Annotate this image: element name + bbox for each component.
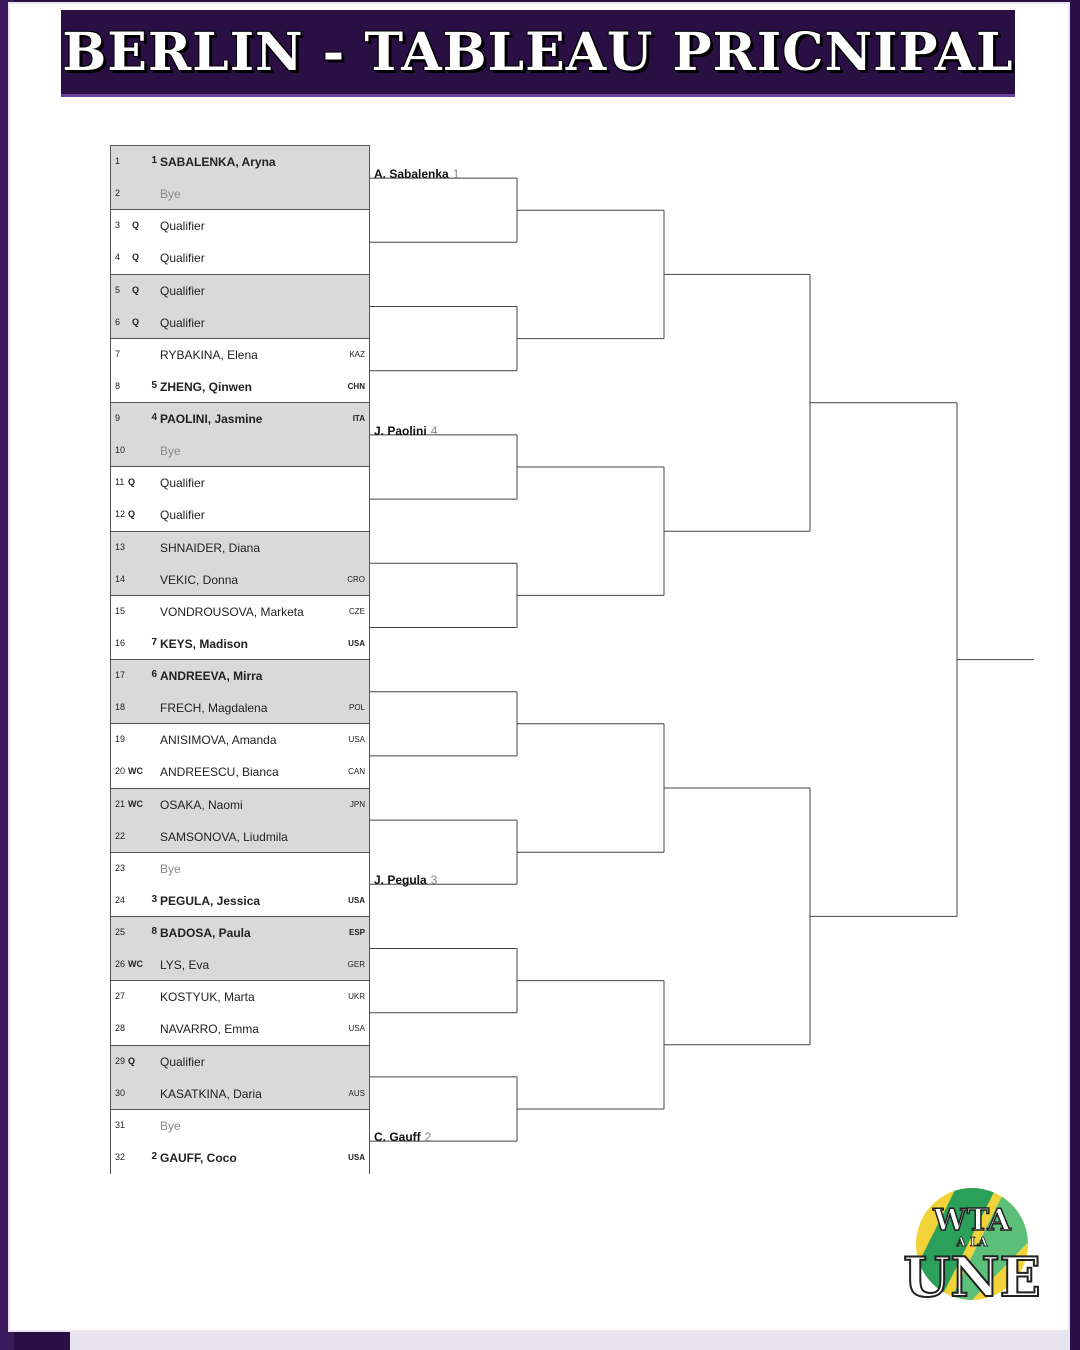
advancer-seed: 1	[452, 167, 460, 182]
entry-tag: Q	[128, 509, 136, 520]
draw-row	[111, 692, 369, 724]
country-code: CZE	[349, 606, 365, 616]
draw-position: 4	[115, 252, 121, 263]
country-code: USA	[348, 638, 365, 648]
draw-row	[111, 564, 369, 596]
draw-position: 22	[115, 830, 126, 841]
player-name: OSAKA, Naomi	[160, 797, 243, 812]
player-name: Qualifier	[160, 476, 205, 491]
player-name: ANISIMOVA, Amanda	[160, 733, 277, 748]
player-name: NAVARRO, Emma	[160, 1022, 259, 1037]
draw-pair	[111, 596, 369, 660]
advancer-label	[374, 1130, 431, 1144]
draw-position: 9	[115, 413, 121, 423]
draw-row	[111, 499, 369, 531]
seed-number: 8	[151, 926, 157, 937]
wta-a-la-une-logo	[898, 1184, 1046, 1304]
draw-position: 3	[115, 220, 121, 231]
player-name: Qualifier	[160, 283, 205, 298]
draw-pair	[111, 210, 369, 274]
draw-position: 18	[115, 702, 126, 712]
seed-number: 5	[151, 379, 157, 391]
entry-tag: WC	[128, 766, 143, 777]
player-name: Qualifier	[160, 508, 205, 523]
draw-row	[111, 660, 369, 692]
seed-number: 2	[151, 1150, 157, 1162]
draw-row	[111, 789, 369, 821]
logo-line3: UNE	[903, 1245, 1041, 1304]
country-code: USA	[348, 1152, 365, 1162]
draw-position: 23	[115, 862, 126, 873]
draw-position: 16	[115, 637, 126, 648]
draw-position: 11	[115, 477, 125, 488]
logo-line1: WTA	[933, 1203, 1011, 1238]
draw-row	[111, 628, 369, 660]
player-name: Bye	[160, 1118, 181, 1133]
player-name: Bye	[160, 187, 181, 201]
draw-position: 15	[115, 605, 126, 616]
draw-position: 21	[115, 798, 126, 809]
country-code: JPN	[349, 799, 365, 809]
advancer-name: J. Paolini	[374, 423, 427, 438]
draw-pair	[111, 467, 369, 531]
draw-row	[111, 242, 369, 274]
player-name: Qualifier	[160, 251, 205, 266]
player-name: FRECH, Magdalena	[160, 701, 268, 715]
draw-pair	[111, 532, 369, 596]
draw-position: 8	[115, 380, 121, 391]
draw-pair	[111, 917, 369, 981]
draw-pair	[111, 275, 369, 339]
draw-position: 5	[115, 284, 121, 295]
draw-position: 14	[115, 573, 126, 584]
advancer-label	[374, 167, 459, 181]
player-name: ANDREEVA, Mirra	[160, 669, 263, 683]
player-name: PEGULA, Jessica	[160, 893, 261, 908]
draw-row	[111, 1142, 369, 1174]
player-name: VEKIC, Donna	[160, 572, 239, 587]
draw-position: 32	[115, 1151, 126, 1162]
draw-row	[111, 917, 369, 949]
player-name: ZHENG, Qinwen	[160, 379, 253, 394]
entry-tag: Q	[132, 284, 140, 295]
country-code: USA	[348, 895, 365, 905]
advancer-name: C. Gauff	[374, 1130, 421, 1145]
draw-position: 7	[115, 348, 121, 359]
draw-pair	[111, 1110, 369, 1174]
country-code: USA	[348, 735, 365, 745]
draw-row	[111, 371, 369, 403]
player-name: KEYS, Madison	[160, 636, 249, 651]
draw-pair	[111, 146, 369, 210]
player-name: Qualifier	[160, 315, 205, 330]
draw-pair	[111, 660, 369, 724]
advancer-name: A. Sabalenka	[374, 167, 449, 182]
entry-tag: Q	[128, 1055, 136, 1066]
draw-position: 17	[115, 670, 126, 680]
country-code: AUS	[348, 1088, 365, 1098]
country-code: USA	[348, 1024, 365, 1034]
seed-number: 1	[151, 155, 157, 166]
draw-row	[111, 981, 369, 1013]
draw-pair	[111, 853, 369, 917]
country-code: ITA	[352, 414, 365, 423]
player-name: KOSTYUK, Marta	[160, 990, 255, 1005]
entry-tag: WC	[128, 798, 143, 809]
player-name: Qualifier	[160, 219, 205, 234]
draw-position: 31	[115, 1119, 126, 1130]
draw-row	[111, 307, 369, 339]
seed-number: 6	[151, 669, 157, 680]
draw-row	[111, 146, 369, 178]
draw-row	[111, 885, 369, 917]
draw-pair	[111, 789, 369, 853]
draw-pair	[111, 1046, 369, 1110]
draw-position: 30	[115, 1087, 126, 1098]
draw-row	[111, 949, 369, 981]
player-name: VONDROUSOVA, Marketa	[160, 604, 304, 619]
draw-row	[111, 724, 369, 756]
entry-tag: WC	[128, 959, 143, 969]
draw-position: 19	[115, 734, 126, 745]
seed-number: 3	[151, 893, 157, 905]
player-name: BADOSA, Paula	[160, 926, 251, 940]
advancer-seed: 3	[430, 873, 438, 888]
advancer-label	[374, 873, 437, 887]
player-name: ANDREESCU, Bianca	[160, 765, 279, 780]
draw-position: 13	[115, 541, 126, 552]
country-code: ESP	[348, 928, 365, 937]
player-name: LYS, Eva	[160, 958, 210, 972]
draw-row	[111, 178, 369, 210]
player-name: SABALENKA, Aryna	[160, 155, 276, 169]
draw-row	[111, 435, 369, 467]
entry-tag: Q	[132, 220, 140, 231]
player-name: SHNAIDER, Diana	[160, 540, 261, 555]
draw-row	[111, 1078, 369, 1110]
draw-row	[111, 1110, 369, 1142]
draw-row	[111, 275, 369, 307]
draw-pair	[111, 981, 369, 1045]
draw-row	[111, 821, 369, 853]
page-title: BERLIN - TABLEAU PRICNIPAL	[62, 21, 1014, 83]
draw-position: 29	[115, 1055, 126, 1066]
seed-number: 7	[151, 636, 157, 648]
draw-row	[111, 467, 369, 499]
draw-pair	[111, 724, 369, 788]
player-name: PAOLINI, Jasmine	[160, 412, 263, 426]
draw-row	[111, 596, 369, 628]
player-name: Bye	[160, 444, 181, 458]
player-name: Qualifier	[160, 1054, 205, 1069]
entry-tag: Q	[132, 316, 140, 327]
advancer-name: J. Pegula	[374, 873, 427, 888]
draw-position: 24	[115, 894, 126, 905]
draw-table	[110, 145, 370, 1174]
draw-position: 28	[115, 1023, 126, 1034]
draw-row	[111, 853, 369, 885]
country-code: KAZ	[349, 349, 365, 359]
country-code: UKR	[348, 992, 365, 1002]
country-code: GER	[347, 960, 365, 969]
draw-position: 26	[115, 959, 126, 969]
country-code: CAN	[348, 767, 365, 777]
draw-row	[111, 403, 369, 435]
draw-position: 2	[115, 188, 121, 198]
draw-position: 25	[115, 927, 126, 937]
entry-tag: Q	[132, 252, 140, 263]
player-name: SAMSONOVA, Liudmila	[160, 829, 288, 844]
draw-position: 12	[115, 509, 126, 520]
player-name: RYBAKINA, Elena	[160, 347, 258, 362]
country-code: CHN	[347, 381, 365, 391]
advancer-seed: 4	[430, 423, 438, 438]
draw-pair	[111, 403, 369, 467]
draw-position: 20	[115, 766, 126, 777]
entry-tag: Q	[128, 477, 136, 488]
draw-row	[111, 532, 369, 564]
draw-row	[111, 756, 369, 788]
draw-row	[111, 210, 369, 242]
player-name: GAUFF, Coco	[160, 1150, 237, 1165]
draw-pair	[111, 339, 369, 403]
title-banner	[61, 10, 1015, 97]
draw-position: 27	[115, 991, 126, 1002]
draw-position: 6	[115, 316, 121, 327]
country-code: POL	[348, 703, 365, 712]
country-code: CRO	[347, 574, 365, 584]
draw-row	[111, 339, 369, 371]
player-name: KASATKINA, Daria	[160, 1086, 262, 1101]
advancer-label	[374, 424, 437, 438]
draw-position: 10	[115, 445, 126, 455]
advancer-seed: 2	[424, 1130, 432, 1145]
seed-number: 4	[151, 412, 157, 423]
draw-position: 1	[115, 156, 121, 166]
draw-row	[111, 1013, 369, 1045]
logo-line2: A LA	[956, 1235, 988, 1249]
player-name: Bye	[160, 861, 181, 876]
draw-row	[111, 1046, 369, 1078]
